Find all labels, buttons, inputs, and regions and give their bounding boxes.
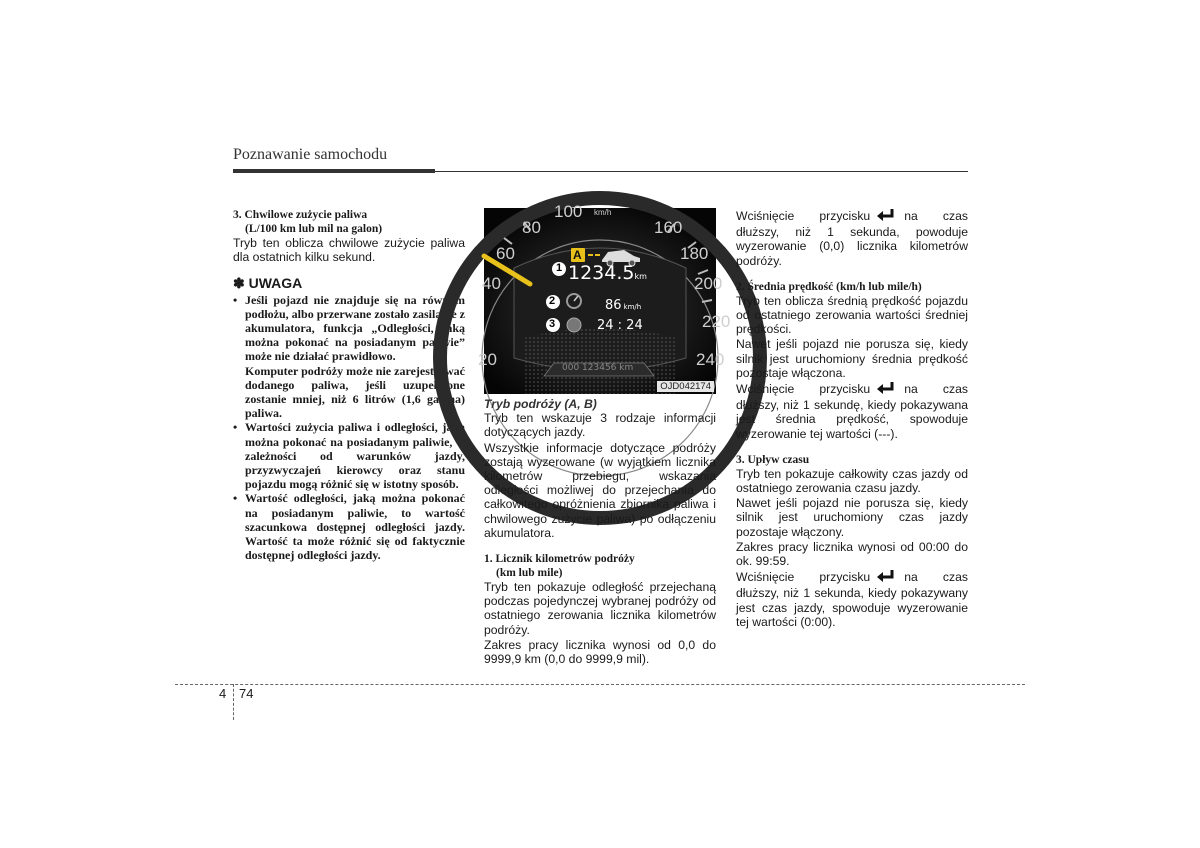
heading-line: 1. Licznik kilometrów podróży [484, 553, 635, 566]
heading-line: (km lub mile) [496, 567, 563, 580]
tick-label: 180 [680, 244, 709, 263]
paragraph: Tryb ten oblicza średnią prędkość pojazdu od ostatniego zerowania wartości średniej prędkości. [736, 293, 968, 337]
chapter-number: 4 [219, 686, 227, 701]
instrument-cluster-figure [478, 202, 731, 394]
tick-label: 240 [696, 350, 725, 369]
column-left [233, 208, 465, 562]
subsection-heading-trip-mode: Tryb podróży (A, B) [484, 397, 597, 411]
page-number-value: 74 [239, 686, 254, 701]
tick-label: 60 [496, 244, 515, 263]
tick-label: 40 [482, 274, 501, 293]
tick-label: 160 [654, 218, 683, 237]
footer-rule [175, 684, 1025, 685]
figure-code: OJD042174 [657, 381, 714, 392]
tick-label: 100 [554, 202, 583, 221]
tick-label: 220 [702, 312, 731, 331]
paragraph: Tryb ten pokazuje całkowity czas jazdy od ostatniego zerowania czasu jazdy. [736, 466, 968, 496]
note-list [233, 293, 465, 563]
paragraph: Tryb ten oblicza chwilowe zużycie paliwa dla ostatnich kilku sekund. [233, 236, 465, 265]
marker-2: 2 [549, 295, 556, 307]
bullet-icon: • [233, 292, 238, 307]
trip-distance-unit: km [634, 272, 647, 281]
section-heading-trip-odometer [484, 552, 716, 580]
paragraph: Wciśnięcie przycisku na czas dłuższy, niż 1 sekunda, kiedy pokazywany jest czas jazdy, spowoduje wyzerowanie tej wartości (0:00). [736, 570, 968, 629]
column-right [736, 208, 968, 629]
elapsed-time-readout: 24 : 24 [597, 318, 643, 333]
avg-speed-readout [605, 294, 641, 313]
paragraph: Tryb ten wskazuje 3 rodzaje informacji dotyczących jazdy. [484, 411, 716, 440]
enter-button-icon [876, 208, 898, 225]
bullet-icon: • [233, 491, 238, 506]
bullet-icon: • [233, 420, 238, 435]
paragraph: Zakres pracy licznika wynosi od 0,0 do 9999,9 km (0,0 do 9999,9 mil). [484, 637, 716, 667]
marker-3: 3 [549, 318, 556, 330]
paragraph: Wszystkie informacje dotyczące podróży zostają wyzerowane (w wyjątkiem licznika kilometrów przebiegu, wskazania odległości możliwej do przejechania do całkowitego opróżnienia zbiornika paliwa i chwilowego zużycie paliwa) po odłączeniu akumulatora. [484, 440, 716, 540]
paragraph: Nawet jeśli pojazd nie porusza się, kiedy silnik jest uruchomiony czas jazdy pozostaje włączony. [736, 496, 968, 539]
avg-speed-unit: km/h [623, 303, 642, 311]
note-item: • Jeśli pojazd nie znajduje się na równym podłożu, albo przerwane zostało zasilanie z akumulatora, funkcja „Odległości, jaką można pokonać na posiadanym paliwie” może nie działać prawidłowo. [233, 292, 465, 364]
tick-label: 20 [478, 350, 497, 369]
note-title: ✽ UWAGA [233, 275, 303, 292]
trip-distance-readout [568, 262, 647, 284]
trip-mode-label: A [573, 248, 582, 262]
enter-button-icon [876, 569, 898, 586]
enter-button-icon [876, 381, 898, 398]
note-item: • Wartość odległości, jaką można pokonać na posiadanym paliwie, to wartość szacunkowa dostępnej odległości jazdy. Wartość ta może różnić się od faktycznie dostępnej odległości jazdy. [233, 491, 465, 563]
section-heading-avg-speed: 2. Średnia prędkość (km/h lub mile/h) [736, 280, 922, 293]
marker-1: 1 [556, 262, 563, 274]
column-middle [484, 397, 716, 666]
gauge-unit-label: km/h [594, 208, 612, 217]
paragraph: Tryb ten pokazuje odległość przejechaną podczas pojedynczej wybranej podróży od ostatniego zerowania licznika kilometrów podróży. [484, 580, 716, 637]
paragraph: Zakres pracy licznika wynosi od 00:00 do ok. 99:59. [736, 539, 968, 569]
tick-label: 80 [522, 218, 541, 237]
trip-distance-value: 1234.5 [568, 262, 635, 284]
header-rule [233, 171, 968, 172]
note-item: • Wartości zużycia paliwa i odległości, jaką można pokonać na posiadanym paliwie, w zależności od warunków jazdy, przyzwyczajeń kierowcy oraz stanu pojazdu mogą różnić się w istotny sposób. [233, 420, 465, 492]
section-heading-elapsed-time: 3. Upływ czasu [736, 453, 810, 466]
avg-speed-value: 86 [605, 298, 622, 313]
heading-line: (L/100 km lub mil na galon) [245, 223, 383, 235]
paragraph: Wciśnięcie przycisku na czas dłuższy, niż 1 sekundę, kiedy pokazywana jest średnia prędkość, spowoduje wyzerowanie tej wartości (---). [736, 382, 968, 441]
tick-label: 200 [694, 274, 723, 293]
footer-divider [233, 684, 234, 720]
section-heading-instant-fuel [233, 208, 465, 236]
odometer-readout: 000 123456 km [562, 363, 634, 373]
note-item: Komputer podróży może nie zarejestrować dodanego paliwa, jeśli uzupełnione zostanie mniej, niż 6 litrów (1,6 galona) paliwa. [245, 363, 465, 421]
heading-line: 3. Chwilowe zużycie paliwa [233, 209, 368, 221]
paragraph: Nawet jeśli pojazd nie porusza się, kiedy silnik jest uruchomiony średnia prędkość pozostaje włączona. [736, 337, 968, 380]
page-header-title: Poznawanie samochodu [233, 146, 388, 163]
paragraph: Wciśnięcie przycisku na czas dłuższy, niż 1 sekunda, powoduje wyzerowanie (0,0) licznika kilometrów podróży. [736, 209, 968, 268]
